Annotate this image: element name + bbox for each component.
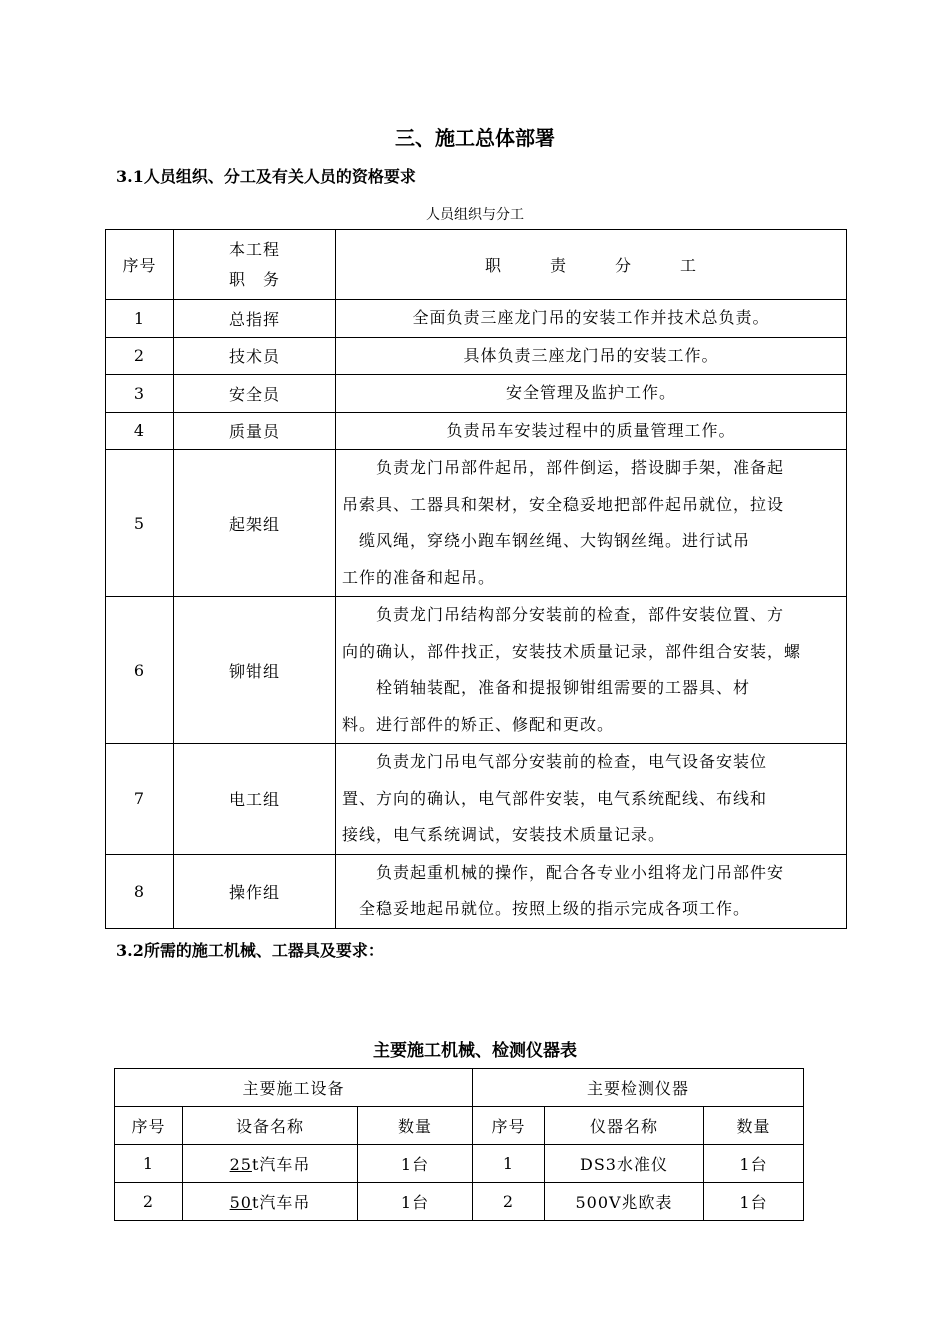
row-instrument-name: DS3水准仪 — [545, 1145, 704, 1183]
row-no: 2 — [115, 1183, 183, 1221]
row-no: 2 — [473, 1183, 545, 1221]
header-equip-name: 设备名称 — [183, 1107, 358, 1145]
duty-line: 负责吊车安装过程中的质量管理工作。 — [446, 420, 736, 440]
row-no: 3 — [106, 375, 174, 413]
duty-line: 接线，电气系统调试，安装技术质量记录。 — [342, 825, 666, 844]
equip-table-header — [115, 1107, 804, 1145]
header-qty: 数量 — [704, 1107, 804, 1145]
duty-line: 栓销轴装配，准备和提报铆钳组需要的工器具、材 — [342, 678, 751, 697]
duty-line: 吊索具、工器具和架材，安全稳妥地把部件起吊就位，拉设 — [342, 494, 785, 514]
duty-line: 安全管理及监护工作。 — [505, 383, 676, 402]
duty-line: 负责龙门吊电气部分安装前的检查，电气设备安装位 — [342, 752, 768, 771]
row-instrument-name: 500V兆欧表 — [545, 1183, 704, 1221]
page-title: 三、施工总体部署 — [395, 126, 555, 150]
equip-table-group-header — [115, 1069, 804, 1107]
row-role: 操作组 — [174, 854, 336, 928]
row-duty — [336, 597, 847, 744]
duty-line: 向的确认，部件找正，安装技术质量记录，部件组合安装，螺 — [342, 641, 802, 661]
header-duty — [336, 230, 847, 300]
duty-line: 负责龙门吊结构部分安装前的检查，部件安装位置、方 — [342, 605, 785, 624]
row-no: 1 — [115, 1145, 183, 1183]
row-duty — [336, 854, 847, 928]
row-duty — [336, 450, 847, 597]
row-role: 总指挥 — [174, 300, 336, 338]
tonnage: 25 — [229, 1155, 252, 1174]
group-equipment: 主要施工设备 — [115, 1069, 473, 1107]
equip-table-caption: 主要施工机械、检测仪器表 — [373, 1041, 577, 1061]
row-qty: 1台 — [358, 1183, 473, 1221]
row-no: 5 — [106, 450, 174, 597]
row-no: 1 — [473, 1145, 545, 1183]
staff-table-header — [106, 230, 847, 300]
header-no: 序号 — [473, 1107, 545, 1145]
row-role: 安全员 — [174, 375, 336, 413]
row-no: 6 — [106, 597, 174, 744]
row-duty — [336, 300, 847, 338]
row-qty: 1台 — [704, 1145, 804, 1183]
table-row — [106, 337, 847, 375]
table-row — [106, 300, 847, 338]
table-row — [106, 375, 847, 413]
row-qty: 1台 — [704, 1183, 804, 1221]
header-no: 序号 — [106, 230, 174, 300]
duty-line: 全稳妥地起吊就位。按照上级的指示完成各项工作。 — [342, 899, 751, 918]
table-row — [106, 597, 847, 744]
header-duty-char: 工 — [680, 256, 698, 275]
group-instruments: 主要检测仪器 — [473, 1069, 804, 1107]
row-duty — [336, 337, 847, 375]
row-role: 起架组 — [174, 450, 336, 597]
header-duty-char: 职 — [484, 256, 502, 275]
staff-table-caption: 人员组织与分工 — [426, 207, 524, 223]
duty-line: 负责龙门吊部件起吊，部件倒运，搭设脚手架，准备起 — [342, 458, 785, 477]
header-duty-char: 分 — [615, 256, 633, 275]
header-qty: 数量 — [358, 1107, 473, 1145]
row-duty — [336, 744, 847, 855]
row-role: 铆钳组 — [174, 597, 336, 744]
table-row — [106, 450, 847, 597]
header-duty-char: 责 — [549, 256, 567, 275]
header-instrument-name: 仪器名称 — [545, 1107, 704, 1145]
row-role: 电工组 — [174, 744, 336, 855]
table-row — [106, 854, 847, 928]
duty-line: 缆风绳，穿绕小跑车钢丝绳、大钩钢丝绳。进行试吊 — [342, 531, 751, 550]
section-heading-3-1: 3.1人员组织、分工及有关人员的资格要求 — [116, 167, 416, 186]
duty-line: 置、方向的确认，电气部件安装，电气系统配线、布线和 — [342, 788, 768, 808]
row-duty — [336, 412, 847, 450]
section-heading-3-2: 3.2所需的施工机械、工器具及要求： — [116, 941, 384, 960]
table-row — [106, 744, 847, 855]
header-no: 序号 — [115, 1107, 183, 1145]
row-role: 技术员 — [174, 337, 336, 375]
row-qty: 1台 — [358, 1145, 473, 1183]
equip-name: t汽车吊 — [251, 1193, 311, 1212]
table-row — [106, 412, 847, 450]
row-no: 8 — [106, 854, 174, 928]
row-role: 质量员 — [174, 412, 336, 450]
row-no: 1 — [106, 300, 174, 338]
row-equip-name — [183, 1145, 358, 1183]
duty-line: 负责起重机械的操作，配合各专业小组将龙门吊部件安 — [342, 862, 785, 882]
header-role — [174, 230, 336, 300]
tonnage: 50 — [229, 1193, 252, 1212]
row-no: 4 — [106, 412, 174, 450]
equip-table — [114, 1068, 804, 1221]
table-row — [115, 1183, 804, 1221]
table-row — [115, 1145, 804, 1183]
duty-line: 具体负责三座龙门吊的安装工作。 — [463, 345, 719, 365]
equip-name: t汽车吊 — [251, 1155, 311, 1174]
row-duty — [336, 375, 847, 413]
row-equip-name — [183, 1183, 358, 1221]
header-role-line1: 本工程 — [228, 239, 280, 259]
duty-line: 全面负责三座龙门吊的安装工作并技术总负责。 — [412, 308, 770, 327]
header-role-line2: 职 务 — [228, 269, 280, 289]
staff-table — [105, 229, 847, 929]
row-no: 2 — [106, 337, 174, 375]
row-no: 7 — [106, 744, 174, 855]
duty-line: 料。进行部件的矫正、修配和更改。 — [342, 714, 615, 734]
duty-line: 工作的准备和起吊。 — [342, 567, 496, 587]
